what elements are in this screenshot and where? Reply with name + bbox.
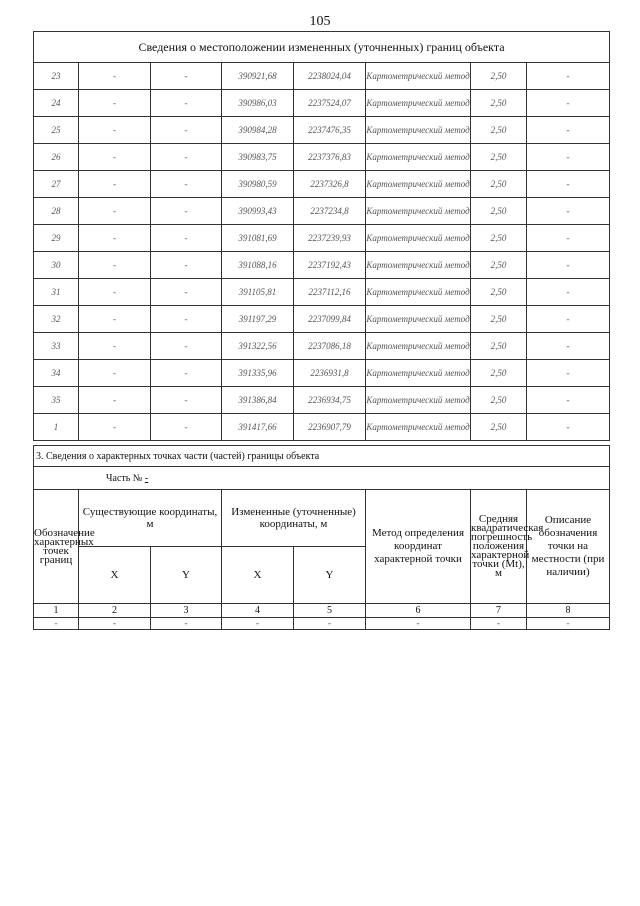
empty-cell: - [79, 618, 151, 630]
accuracy-cell: 2,50 [471, 387, 527, 414]
existing-y-cell: - [151, 117, 222, 144]
point-number-cell: 34 [34, 360, 79, 387]
existing-x-cell: - [79, 414, 151, 441]
description-cell: - [527, 171, 610, 198]
method-cell: Картометрический метод [366, 360, 471, 387]
empty-cell: - [471, 618, 527, 630]
changed-y-cell: 2237086,18 [294, 333, 366, 360]
changed-x-cell: 391197,29 [222, 306, 294, 333]
table-row [34, 225, 610, 252]
existing-x-cell: - [79, 171, 151, 198]
header-description: Описание обозначения точки на местности (при наличии) [527, 490, 610, 604]
empty-cell: - [294, 618, 366, 630]
changed-x-cell: 391081,69 [222, 225, 294, 252]
col-number: 3 [151, 604, 222, 618]
part-points-table [33, 445, 610, 630]
description-cell: - [527, 252, 610, 279]
existing-x-cell: - [79, 333, 151, 360]
changed-y-cell: 2237524,07 [294, 90, 366, 117]
method-cell: Картометрический метод [366, 225, 471, 252]
existing-x-cell: - [79, 306, 151, 333]
existing-y-cell: - [151, 90, 222, 117]
point-number-cell: 27 [34, 171, 79, 198]
table-title: Сведения о местоположении измененных (уточненных) границ объекта [34, 32, 610, 63]
header-x-existing: X [79, 547, 151, 604]
method-cell: Картометрический метод [366, 90, 471, 117]
accuracy-cell: 2,50 [471, 144, 527, 171]
method-cell: Картометрический метод [366, 279, 471, 306]
changed-x-cell: 391105,81 [222, 279, 294, 306]
table-row [34, 252, 610, 279]
method-cell: Картометрический метод [366, 387, 471, 414]
header-point-designation: Обозначение характерных точек границ [34, 490, 79, 604]
method-cell: Картометрический метод [366, 333, 471, 360]
header-y-existing: Y [151, 547, 222, 604]
accuracy-cell: 2,50 [471, 360, 527, 387]
accuracy-cell: 2,50 [471, 306, 527, 333]
accuracy-cell: 2,50 [471, 414, 527, 441]
table-row [34, 306, 610, 333]
changed-x-cell: 391386,84 [222, 387, 294, 414]
existing-x-cell: - [79, 225, 151, 252]
table-title-row [34, 32, 610, 63]
part-row [34, 467, 610, 490]
accuracy-cell: 2,50 [471, 171, 527, 198]
existing-y-cell: - [151, 144, 222, 171]
existing-x-cell: - [79, 63, 151, 90]
empty-cell: - [366, 618, 471, 630]
existing-x-cell: - [79, 144, 151, 171]
method-cell: Картометрический метод [366, 144, 471, 171]
table-row [34, 279, 610, 306]
changed-y-cell: 2237476,35 [294, 117, 366, 144]
existing-y-cell: - [151, 414, 222, 441]
col-number: 1 [34, 604, 79, 618]
description-cell: - [527, 333, 610, 360]
header-y-changed: Y [294, 547, 366, 604]
point-number-cell: 26 [34, 144, 79, 171]
description-cell: - [527, 279, 610, 306]
existing-y-cell: - [151, 63, 222, 90]
accuracy-cell: 2,50 [471, 333, 527, 360]
existing-x-cell: - [79, 387, 151, 414]
part-label: Часть № [106, 472, 143, 484]
point-number-cell: 30 [34, 252, 79, 279]
col-number: 4 [222, 604, 294, 618]
column-numbers-row [34, 604, 610, 618]
method-cell: Картометрический метод [366, 198, 471, 225]
accuracy-cell: 2,50 [471, 63, 527, 90]
table-row [34, 414, 610, 441]
changed-x-cell: 390993,43 [222, 198, 294, 225]
changed-y-cell: 2236907,79 [294, 414, 366, 441]
existing-y-cell: - [151, 333, 222, 360]
part-cell [34, 467, 610, 490]
section-title: 3. Сведения о характерных точках части (частей) границы объекта [34, 446, 610, 467]
changed-y-cell: 2237326,8 [294, 171, 366, 198]
changed-y-cell: 2237192,43 [294, 252, 366, 279]
description-cell: - [527, 387, 610, 414]
existing-x-cell: - [79, 252, 151, 279]
existing-x-cell: - [79, 117, 151, 144]
empty-cell: - [222, 618, 294, 630]
boundary-coordinates-table [33, 31, 610, 441]
changed-y-cell: 2237112,16 [294, 279, 366, 306]
empty-cell: - [151, 618, 222, 630]
table-row [34, 360, 610, 387]
point-number-cell: 31 [34, 279, 79, 306]
header-method: Метод определения координат характерной точки [366, 490, 471, 604]
existing-y-cell: - [151, 360, 222, 387]
description-cell: - [527, 144, 610, 171]
table-row [34, 144, 610, 171]
page-number: 105 [309, 14, 331, 29]
changed-y-cell: 2238024,04 [294, 63, 366, 90]
description-cell: - [527, 198, 610, 225]
accuracy-cell: 2,50 [471, 90, 527, 117]
changed-y-cell: 2237376,83 [294, 144, 366, 171]
accuracy-cell: 2,50 [471, 198, 527, 225]
description-cell: - [527, 117, 610, 144]
changed-x-cell: 390984,28 [222, 117, 294, 144]
existing-y-cell: - [151, 306, 222, 333]
changed-x-cell: 391322,56 [222, 333, 294, 360]
table-row [34, 333, 610, 360]
existing-y-cell: - [151, 387, 222, 414]
method-cell: Картометрический метод [366, 117, 471, 144]
changed-x-cell: 390980,59 [222, 171, 294, 198]
point-number-cell: 1 [34, 414, 79, 441]
table-row [34, 171, 610, 198]
description-cell: - [527, 225, 610, 252]
header-existing-coords: Существующие координаты, м [79, 490, 222, 547]
header-x-changed: X [222, 547, 294, 604]
existing-y-cell: - [151, 225, 222, 252]
col-number: 8 [527, 604, 610, 618]
point-number-cell: 32 [34, 306, 79, 333]
existing-y-cell: - [151, 252, 222, 279]
description-cell: - [527, 360, 610, 387]
changed-x-cell: 391417,66 [222, 414, 294, 441]
point-number-cell: 28 [34, 198, 79, 225]
col-number: 5 [294, 604, 366, 618]
part-value: - [144, 472, 149, 484]
changed-y-cell: 2236934,75 [294, 387, 366, 414]
col-number: 6 [366, 604, 471, 618]
existing-x-cell: - [79, 279, 151, 306]
accuracy-cell: 2,50 [471, 225, 527, 252]
point-number-cell: 35 [34, 387, 79, 414]
col-number: 2 [79, 604, 151, 618]
existing-x-cell: - [79, 360, 151, 387]
method-cell: Картометрический метод [366, 252, 471, 279]
header-row-1 [34, 490, 610, 547]
method-cell: Картометрический метод [366, 414, 471, 441]
changed-y-cell: 2237099,84 [294, 306, 366, 333]
changed-x-cell: 390986,03 [222, 90, 294, 117]
changed-x-cell: 391088,16 [222, 252, 294, 279]
changed-y-cell: 2236931,8 [294, 360, 366, 387]
accuracy-cell: 2,50 [471, 117, 527, 144]
existing-y-cell: - [151, 279, 222, 306]
changed-y-cell: 2237234,8 [294, 198, 366, 225]
point-number-cell: 23 [34, 63, 79, 90]
point-number-cell: 24 [34, 90, 79, 117]
changed-x-cell: 390983,75 [222, 144, 294, 171]
empty-data-row [34, 618, 610, 630]
col-number: 7 [471, 604, 527, 618]
table-row [34, 90, 610, 117]
table-row [34, 63, 610, 90]
existing-x-cell: - [79, 90, 151, 117]
existing-y-cell: - [151, 171, 222, 198]
table-row [34, 117, 610, 144]
changed-y-cell: 2237239,93 [294, 225, 366, 252]
point-number-cell: 33 [34, 333, 79, 360]
existing-y-cell: - [151, 198, 222, 225]
header-changed-coords: Измененные (уточненные) координаты, м [222, 490, 366, 547]
description-cell: - [527, 414, 610, 441]
method-cell: Картометрический метод [366, 171, 471, 198]
empty-cell: - [527, 618, 610, 630]
section-title-row [34, 446, 610, 467]
table-row [34, 387, 610, 414]
accuracy-cell: 2,50 [471, 252, 527, 279]
changed-x-cell: 391335,96 [222, 360, 294, 387]
existing-x-cell: - [79, 198, 151, 225]
changed-x-cell: 390921,68 [222, 63, 294, 90]
table-row [34, 198, 610, 225]
empty-cell: - [34, 618, 79, 630]
method-cell: Картометрический метод [366, 306, 471, 333]
accuracy-cell: 2,50 [471, 279, 527, 306]
point-number-cell: 29 [34, 225, 79, 252]
description-cell: - [527, 306, 610, 333]
description-cell: - [527, 90, 610, 117]
point-number-cell: 25 [34, 117, 79, 144]
description-cell: - [527, 63, 610, 90]
header-accuracy: Средняя квадратическая погрешность положения характерной точки (Mt), м [471, 490, 527, 604]
method-cell: Картометрический метод [366, 63, 471, 90]
